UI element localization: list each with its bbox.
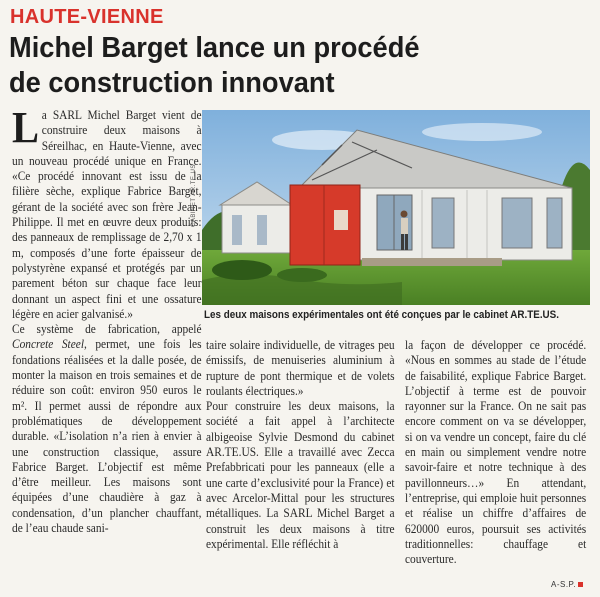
headline [9,31,559,101]
houses-illustration [202,110,590,305]
drop-cap: L [12,103,40,152]
headline-line-2: de construction innovant [9,67,335,99]
product-name: Concrete Steel [12,337,85,352]
author-signature [551,580,583,589]
photo-credit: CABINET AR.TE.US [191,164,197,227]
article-photo [202,110,590,305]
paragraph-intro [12,103,202,322]
paragraph-system [12,322,202,536]
photo-caption: Les deux maisons expérimentales ont été conçues par le cabinet AR.TE.US. [204,309,559,321]
end-mark [578,582,583,587]
section-rubric: HAUTE-VIENNE [10,6,164,28]
paragraph-system-text-b: , permet, une fois les fondations réalisées et la dalle posée, de monter la maison en trois semaines et de réduire son coût: environ 950 euros le m². Il permet aussi de répondre aux problématiques de développement durable. «L’isolation n’a rien à envier à une construction classique, assure Fabrice Barget. L’objectif est même d’être meilleur. Les maisons sont équipées d’une chaudière à gaz à condensation, d’un plancher chauffant, de l’eau chaude sani- [12,337,202,536]
article-column-1 [12,103,202,536]
article-column-3 [405,338,586,567]
headline-line-1: Michel Barget lance un procédé [9,32,420,64]
article-column-2 [206,338,395,552]
paragraph-outlook: la façon de développer ce procédé. «Nous en sommes au stade de l’étude de faisabilité, explique Fabrice Barget. L’objectif à terme est de pouvoir rayonner sur la France. On ne sait pas encore comment on va se développer, si on va vendre un concept, faire du clé en main ou simplement vendre notre savoir-faire et notre technique à des pavillonneurs…» En attendant, l’entreprise, qui emploie huit personnes et réalise un chiffre d’affaires de 620000 euros, poursuit ses activités traditionnelles: chauffage et couverture. [405,338,587,567]
paragraph-system-text-a: Ce système de fabrication, appelé [12,322,202,337]
paragraph-equipment: taire solaire individuelle, de vitrages peu émissifs, de menuiseries aluminium à rupture de pont thermique et de volets roulants électriques.» [206,338,395,398]
signature-text: A-S.P. [551,580,577,589]
paragraph-intro-text: a SARL Michel Barget vient de construire deux maisons à Séreilhac, en Haute-Vienne, avec un nouveau procédé unique en France. «Ce procédé innovant est issu de la filière sèche, explique Fabrice Barget, gérant de la société avec son frère Jean-Philippe. Il met en œuvre deux produits: des panneaux de remplissage de 2,70 x 1 m, composés d’une forte épaisseur de polystyrène expansé et protégés par un parement béton sur chaque face leur donnant un aspect fini et une ossature légère en acier galvanisé.» [12,108,202,321]
paragraph-partners: Pour construire les deux maisons, la société a fait appel à l’architecte albigeoise Sylvie Desmond du cabinet AR.TE.US. Elle a travaillé avec Zecca Prefabbricati pour les panneaux (elle a une carte d’exclusivité pour la France) et avec Arcelor-Mittal pour les structures métalliques. La SARL Michel Barget a construit les deux maisons à titre expérimental. Elle réfléchit à [206,399,395,551]
